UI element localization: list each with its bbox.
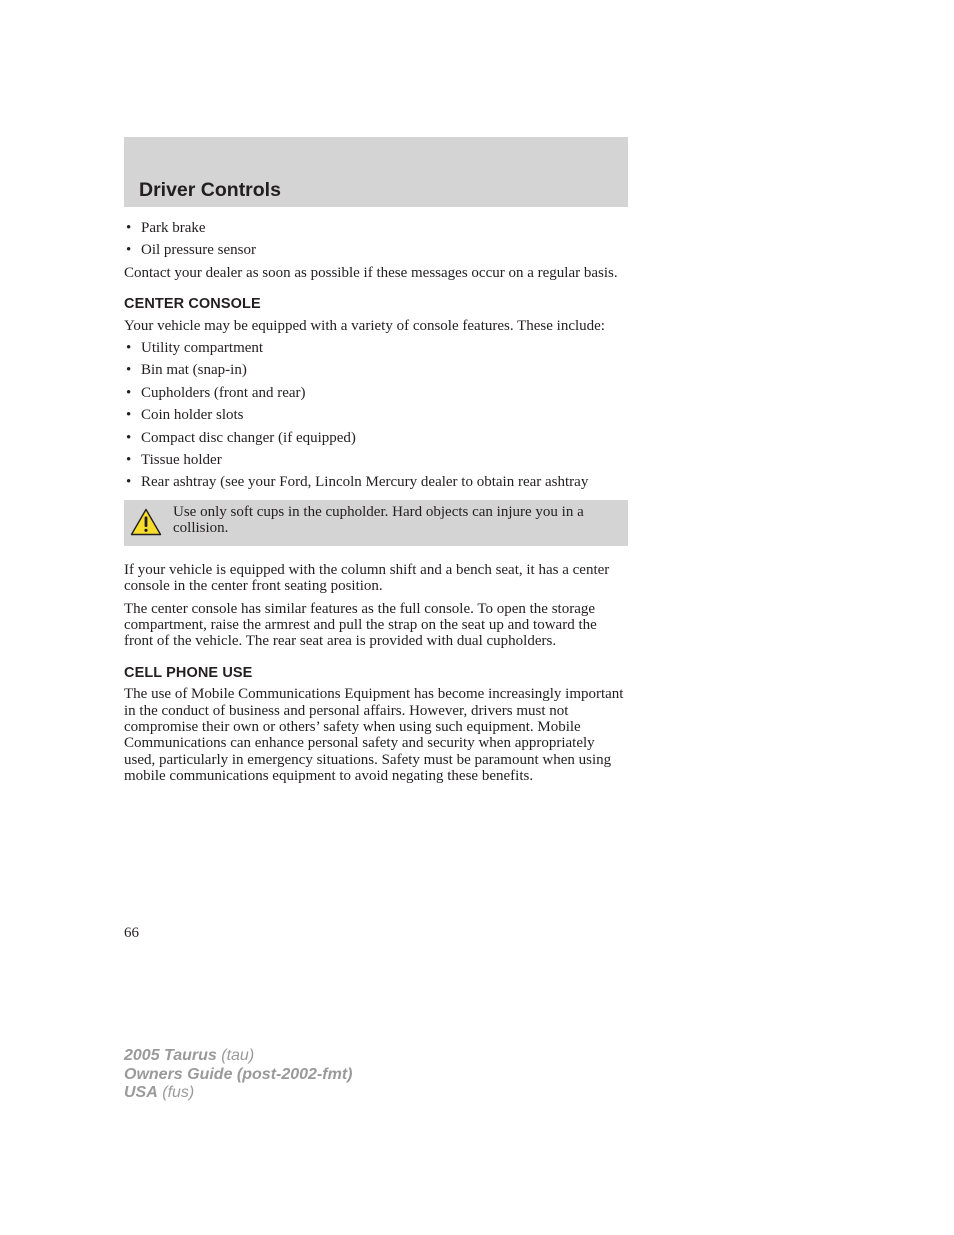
cell-phone-paragraph: The use of Mobile Communications Equipment has become increasingly important in the conduct of business and personal affairs. However, drivers must not compromise their own or others’ safety when using such equipment. Mobile Communications can enhance personal safety and security when appropriately used, particularly in emergency situations. Safety must be paramount when using mobile communications equipment to avoid negating these benefits. [124,686,624,785]
footer-model-code: (tau) [221,1047,255,1064]
list-item: • Rear ashtray (see your Ford, Lincoln Mercury dealer to obtain rear ashtray [124,474,628,490]
list-item: • Utility compartment [124,340,628,356]
warning-triangle-icon [130,508,162,536]
footer-guide: Owners Guide (post-2002-fmt) [124,1065,353,1083]
page-number: 66 [124,925,139,941]
list-item: • Cupholders (front and rear) [124,385,628,401]
header-band [124,137,628,207]
intro-bullet-list [124,220,628,259]
footer-line-3 [124,1084,352,1103]
warning-text: Use only soft cups in the cupholder. Hard objects can injure you in a collision. [173,503,584,537]
footer-line-2 [124,1066,352,1085]
footer-line-1 [124,1047,352,1066]
footer-market-code: (fus) [162,1084,195,1101]
list-item: • Bin mat (snap-in) [124,362,628,378]
warning-box [124,500,628,546]
console-paragraph-1: If your vehicle is equipped with the column shift and a bench seat, it has a center console in the center front seating position. [124,561,610,595]
center-console-intro: Your vehicle may be equipped with a variety of console features. These include: [124,317,605,334]
list-item: • Tissue holder [124,452,628,468]
list-item: • Park brake [124,220,628,236]
list-item: • Compact disc changer (if equipped) [124,430,628,446]
console-features-list [124,340,628,491]
footer-market: USA [124,1084,158,1101]
intro-paragraph: Contact your dealer as soon as possible if these messages occur on a regular basis. [124,264,618,281]
page-title: Driver Controls [139,179,281,201]
list-item: • Coin holder slots [124,407,628,423]
page-content [124,220,628,791]
center-console-heading: CENTER CONSOLE [124,296,261,313]
cell-phone-heading: CELL PHONE USE [124,664,253,681]
document-footer [124,1047,352,1103]
list-item: • Oil pressure sensor [124,242,628,258]
console-paragraph-2: The center console has similar features as the full console. To open the storage compartment, raise the armrest and pull the strap on the seat up and toward the front of the vehicle. The rear seat area is provided with dual cupholders. [124,600,597,650]
footer-model: 2005 Taurus [124,1047,217,1064]
